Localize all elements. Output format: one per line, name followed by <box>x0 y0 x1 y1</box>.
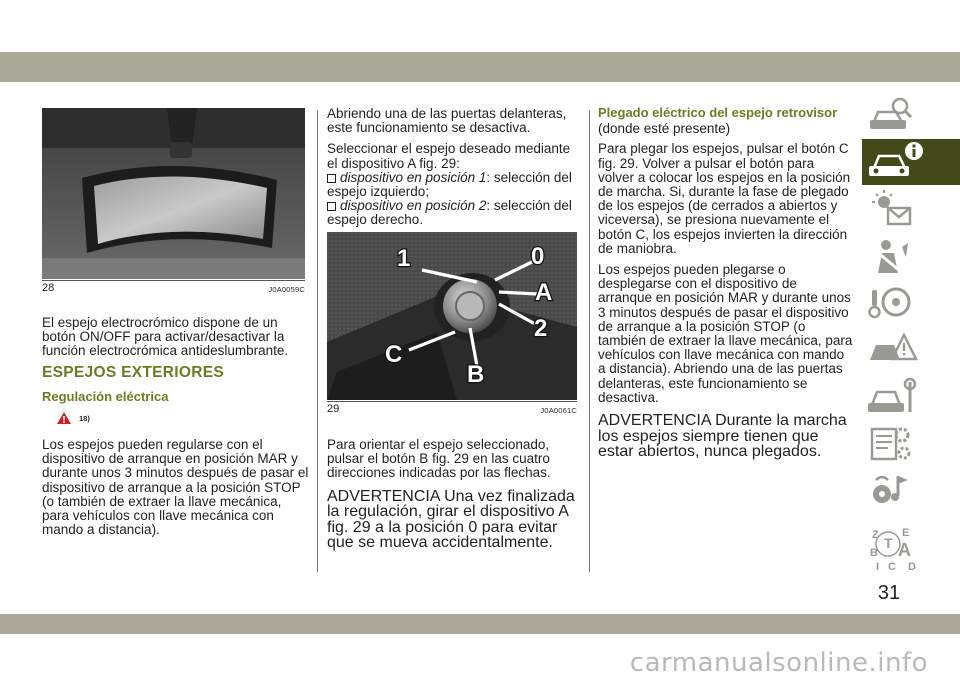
sidebar-item-settings-list[interactable] <box>862 421 960 467</box>
list-item-label: dispositivo en posición 2 <box>340 198 487 214</box>
figure-29-mirror-control-photo <box>327 232 577 400</box>
right-column <box>598 106 853 467</box>
figure-label: B <box>467 361 485 388</box>
sidebar-item-car-tools[interactable] <box>862 374 960 420</box>
car-warning-icon <box>862 327 960 373</box>
column-divider-1 <box>317 110 318 572</box>
figure-29-rule <box>327 401 577 402</box>
index-letter: C <box>888 561 896 573</box>
index-letters-icon <box>862 522 960 576</box>
subsection-title: Regulación eléctrica <box>42 388 169 404</box>
index-letter: T <box>884 535 893 551</box>
index-letter: E <box>902 527 910 539</box>
bottom-band <box>0 614 960 634</box>
seat-belt-icon <box>862 233 960 279</box>
warning-ref-number: 18) <box>79 414 90 424</box>
paragraph: Para plegar los espejos, pulsar el botón C fig. 29. Volver a pulsar el botón para volver a colocar los espejos en la posición de marcha. Si, durante la fase de plegado de los espejos (de cerrados a abiertos y viceversa), se presiona nuevamente el botón C, los espejos invierten la dirección de maniobra. <box>598 141 851 256</box>
sidebar-item-car-warning[interactable] <box>862 327 960 373</box>
sidebar-item-car-info[interactable] <box>862 139 960 185</box>
sidebar-item-media-nav[interactable] <box>862 468 960 514</box>
media-nav-icon <box>862 468 960 514</box>
paragraph: Los espejos pueden plegarse o desplegarse con el dispositivo de arranque en posición MAR y durante unos 3 minutos después de pasar el dispositivo de arranque a la posición STOP (o también de extraer la llave mecánica, para vehículos con llave mecánica con mando a distancia). Abriendo una de las puertas delanteras, este funcionamiento se desactiva. <box>598 262 853 405</box>
top-band <box>0 52 960 82</box>
paragraph: El espejo electrocrómico dispone de un botón ON/OFF para activar/desactivar la función electrocrómica antideslumbrante. <box>42 315 289 359</box>
figure-code: J0A0059C <box>268 285 305 294</box>
index-letter: I <box>876 561 880 573</box>
figure-29-caption <box>327 403 577 415</box>
index-letter: B <box>870 547 878 559</box>
figure-number: 28 <box>42 282 55 294</box>
paragraph: Abriendo una de las puertas delanteras, este funcionamiento se desactiva. <box>327 106 567 136</box>
figure-label: 0 <box>531 243 545 270</box>
list-item <box>327 171 582 199</box>
figure-label: A <box>535 279 553 306</box>
middle-column-top <box>327 107 582 228</box>
figure-label: C <box>385 341 403 368</box>
list-item-text: : selección del espejo derecho. <box>327 198 572 228</box>
sidebar-item-seat-belt[interactable] <box>862 233 960 279</box>
index-letter: Z <box>872 529 879 541</box>
figure-28-caption <box>42 282 305 294</box>
figure-code: J0A0061C <box>540 406 577 415</box>
page-number: 31 <box>877 582 901 604</box>
list-item-text: : selección del espejo izquierdo; <box>327 169 572 200</box>
column-divider-2 <box>589 110 590 572</box>
middle-column-bottom <box>327 438 582 558</box>
left-column <box>42 316 310 544</box>
index-letter: A <box>898 540 911 560</box>
figure-28-mirror-photo <box>42 108 305 279</box>
section-title: ESPEJOS EXTERIORES <box>42 363 224 381</box>
settings-list-icon <box>862 421 960 467</box>
sidebar-item-lights-message[interactable] <box>862 186 960 232</box>
paragraph: Los espejos pueden regularse con el dispositivo de arranque en posición MAR y durante unos 3 minutos después de pasar el dispositivo de arranque a la posición STOP (o también de extraer la llave mecánica, para vehículos con llave mecánica con mando a distancia). <box>42 437 309 538</box>
index-letter: D <box>908 561 916 573</box>
subtitle: (donde esté presente) <box>598 121 731 137</box>
list-item-label: dispositivo en posición 1 <box>340 169 487 185</box>
figure-28-rule <box>42 280 305 281</box>
warning-text: ADVERTENCIA Durante la marcha los espejos siempre tienen que estar abiertos, nunca plegados. <box>598 412 847 461</box>
figure-label: 1 <box>397 245 411 272</box>
steering-icon <box>862 280 960 326</box>
car-search-icon <box>862 92 960 138</box>
checkbox-bullet-icon <box>327 202 336 211</box>
sidebar-item-car-search[interactable] <box>862 92 960 138</box>
sidebar-item-steering[interactable] <box>862 280 960 326</box>
watermark: carmanualsonline.info <box>629 648 928 678</box>
paragraph: Seleccionar el espejo deseado mediante el dispositivo A fig. 29: <box>327 141 571 171</box>
warning-triangle-icon <box>56 411 72 425</box>
paragraph: Para orientar el espejo seleccionado, pulsar el botón B fig. 29 en las cuatro direcciones indicadas por las flechas. <box>327 437 551 481</box>
car-info-icon <box>862 139 960 185</box>
section-title: Plegado eléctrico del espejo retrovisor <box>598 105 838 120</box>
lights-message-icon <box>862 186 960 232</box>
checkbox-bullet-icon <box>327 174 336 183</box>
warning-text: ADVERTENCIA Una vez finalizada la regulación, girar el dispositivo A fig. 29 a la posición 0 para evitar que se mueva accidentalmente. <box>327 487 575 552</box>
sidebar-item-index[interactable] <box>862 522 960 573</box>
warning-reference <box>42 410 310 434</box>
list-item <box>327 199 582 227</box>
car-tools-icon <box>862 374 960 420</box>
figure-number: 29 <box>327 403 340 415</box>
figure-label: 2 <box>534 315 548 342</box>
